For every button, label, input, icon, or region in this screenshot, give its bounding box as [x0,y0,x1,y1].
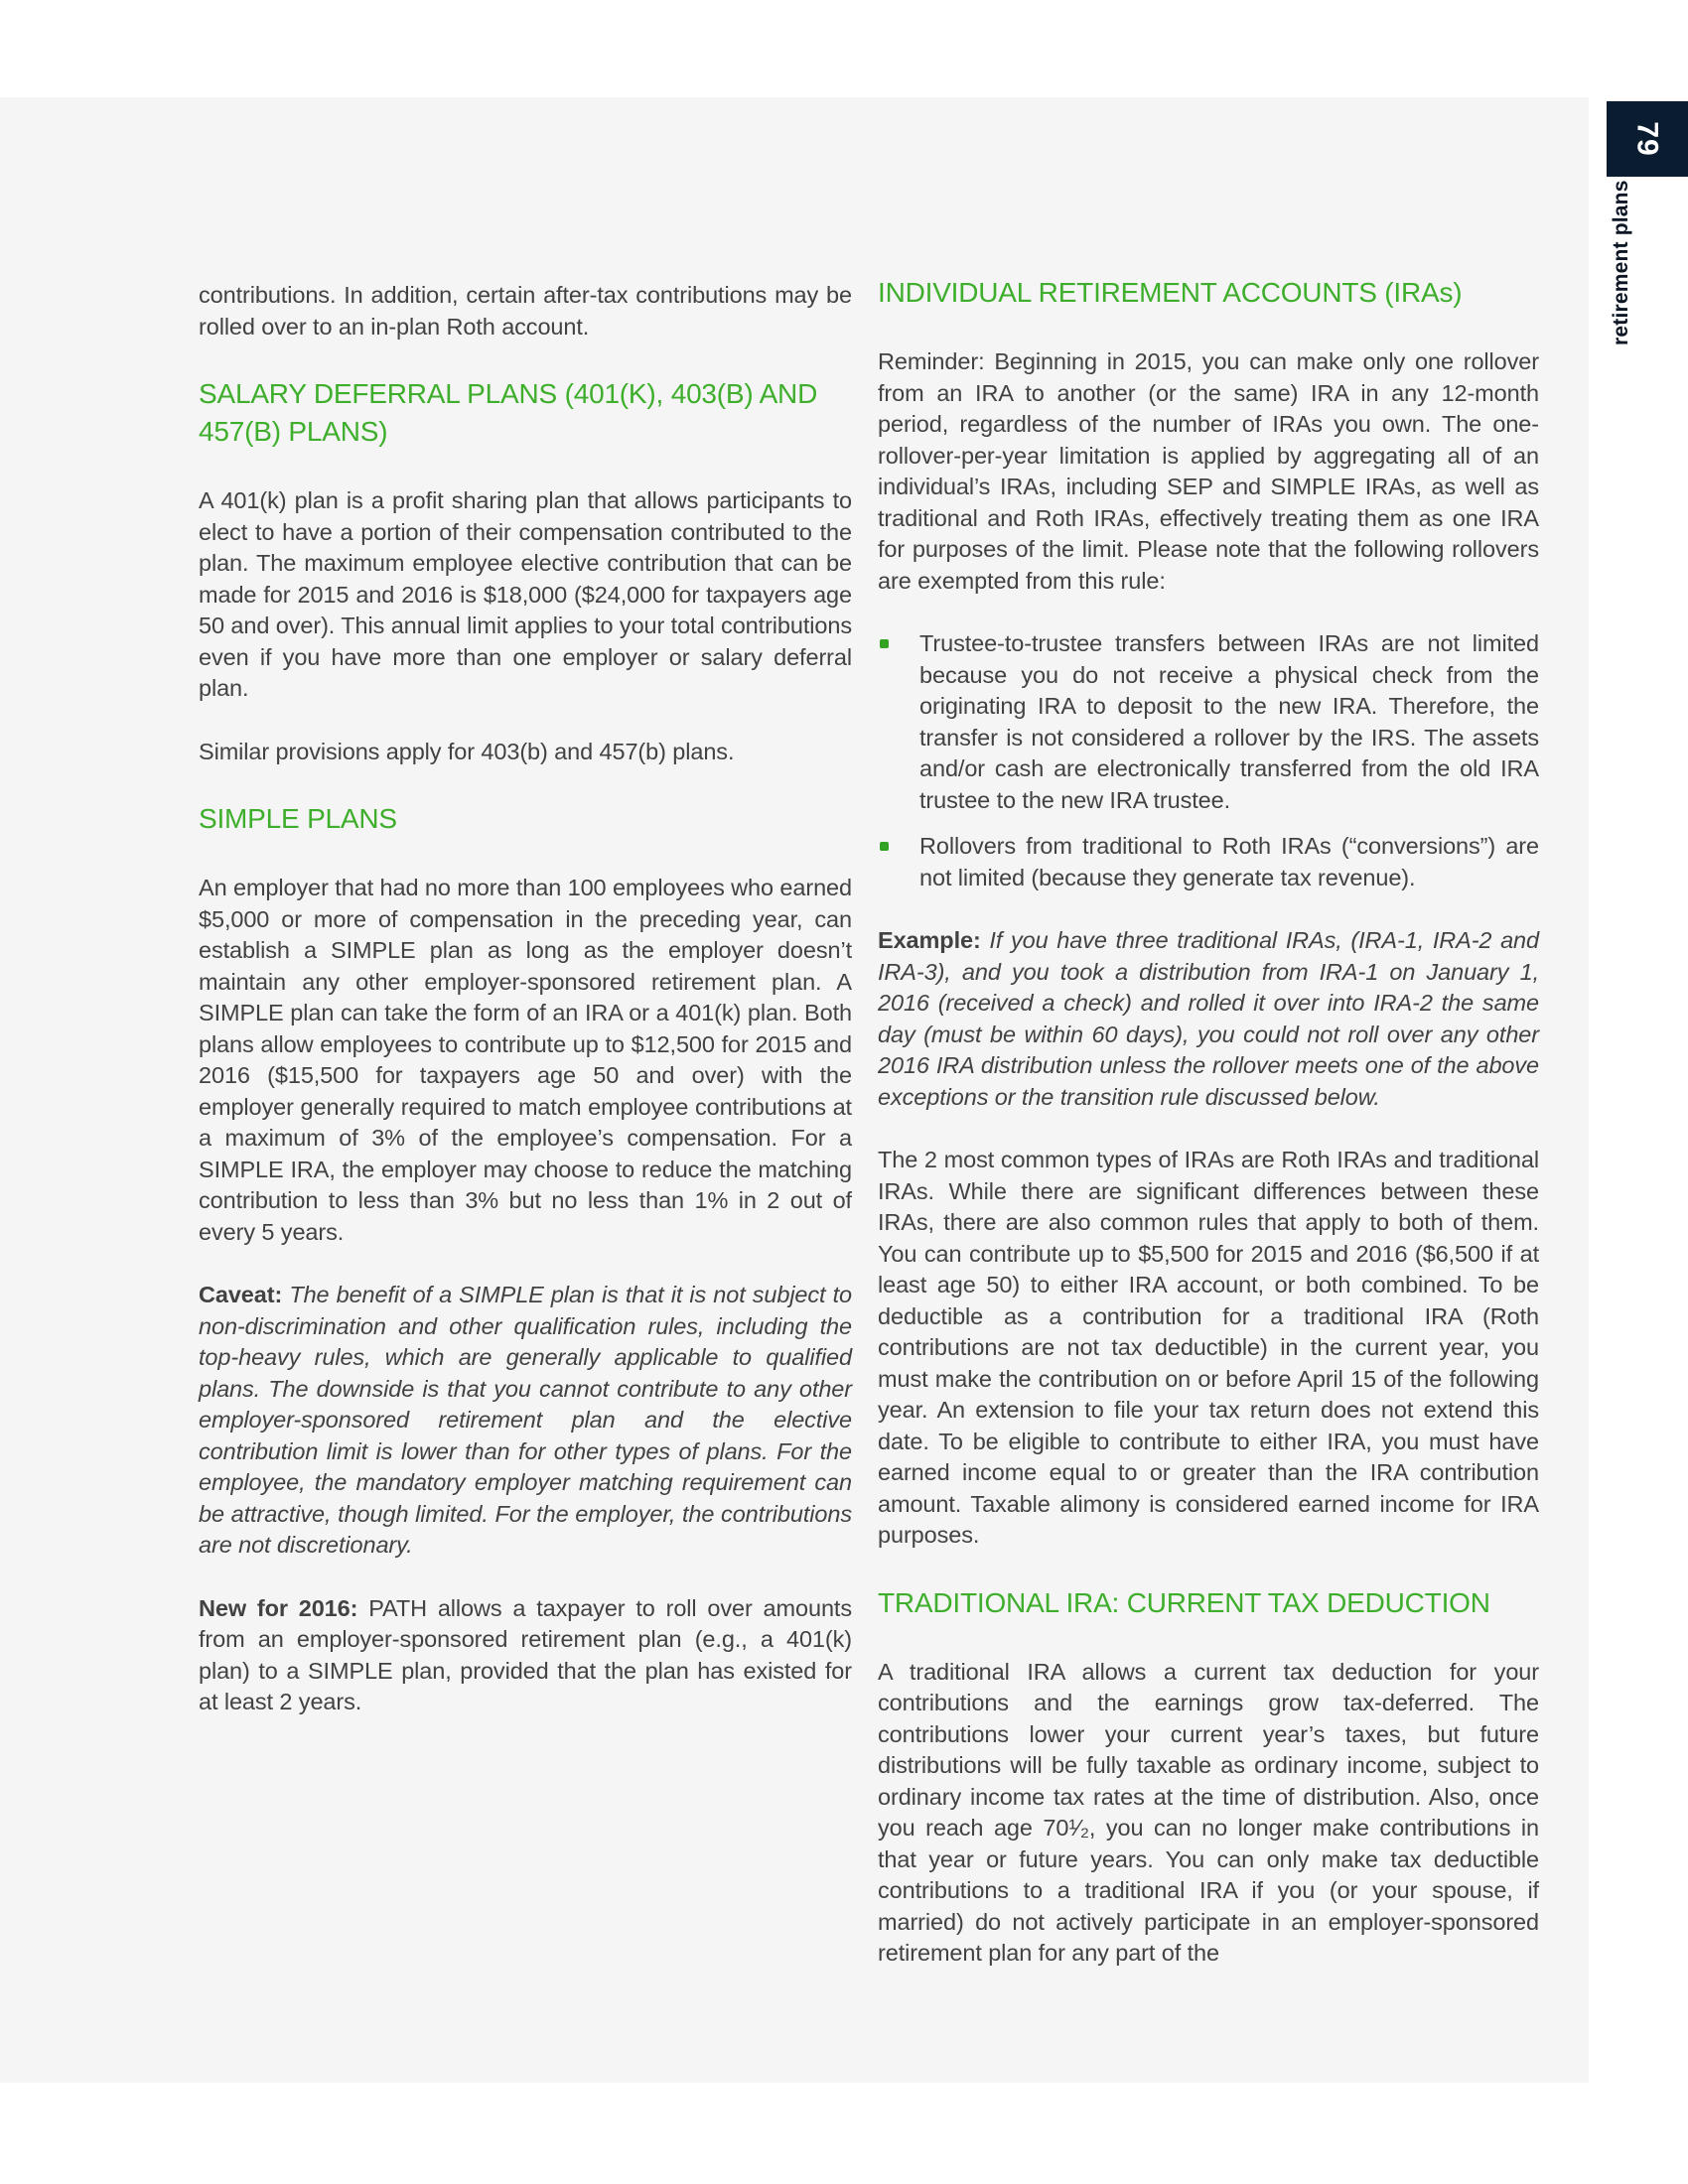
heading-individual-retirement-accounts: INDIVIDUAL RETIREMENT ACCOUNTS (IRAs) [878,277,1463,308]
paragraph-reminder: Reminder: Beginning in 2015, you can make only one rollover from an IRA to another (or the same) IRA in any 12-month period, regardless of the number of IRAs you own. The one-rollover-per-year limitation is applied by aggregating all of an individual’s IRAs, including SEP and SIMPLE IRAs, as well as traditional and Roth IRAs, effectively treating them as one IRA for purposes of the limit. Please note that the following rollovers are exempted from this rule: [878,348,1539,594]
example-text: If you have three traditional IRAs, (IRA-1, IRA-2 and IRA-3), and you took a distribution from IRA-1 on January 1, 2016 (received a check) and rolled it over into IRA-2 the same day (must be within 60 days), you could not roll over any other 2016 IRA distribution unless the rollover meets one of the above exceptions or the transition rule discussed below. [878,927,1539,1110]
heading-simple-plans: SIMPLE PLANS [199,803,397,834]
new-for-2016-label: New for 2016: [199,1594,358,1621]
bullet-icon [880,842,889,851]
paragraph-traditional-ira: A traditional IRA allows a current tax deduction for your contributions and the earnings grow tax-deferred. The contributions lower your current year’s taxes, but future distributions will be fully taxable as ordinary income, subject to ordinary income tax rates at the time of distribution. Also, once you reach age 70¹⁄₂, you can no longer make contributions in that year or future years. You can only make tax deductible contributions to a traditional IRA if you (or your spouse, if married) do not actively participate in an employer-sponsored retirement plan for any part of the [878,1658,1539,1966]
bullet-icon [880,639,889,648]
list-item [878,628,1539,816]
new-for-2016-text: PATH allows a taxpayer to roll over amounts from an employer-sponsored retirement plan (e.g., a 401(k) plan) to a SIMPLE plan, provided that the plan has existed for at least 2 years. [199,1594,852,1714]
paragraph-new-for-2016 [199,1593,852,1718]
list-item [878,831,1539,893]
paragraph-example [878,925,1539,1113]
page-number-tab [1607,101,1688,177]
left-column [199,280,852,1750]
list-item-text: Rollovers from traditional to Roth IRAs (“conversions”) are not limited (because they generate tax revenue). [919,833,1539,890]
example-label: Example: [878,927,981,953]
paragraph-similar-provisions: Similar provisions apply for 403(b) and 457(b) plans. [199,738,735,764]
caveat-label: Caveat: [199,1282,283,1307]
rollover-exceptions-list [878,628,1539,893]
right-column [878,274,1539,2001]
paragraph-simple-plans: An employer that had no more than 100 employees who earned $5,000 or more of compensation in the preceding year, can establish a SIMPLE plan as long as the employer doesn’t maintain any other employer-sponsored retirement plan. A SIMPLE plan can take the form of an IRA or a 401(k) plan. Both plans allow employees to contribute up to $12,500 for 2015 and 2016 ($15,500 for taxpayers age 50 and over) with the employer generally required to match employee contributions at a maximum of 3% of the employee’s compensation. For a SIMPLE IRA, the employer may choose to reduce the matching contribution to less than 3% but no less than 1% in 2 out of every 5 years. [199,875,852,1245]
intro-paragraph: contributions. In addition, certain after-tax contributions may be rolled over to an in-plan Roth account. [199,282,852,340]
heading-traditional-ira-deduction: TRADITIONAL IRA: CURRENT TAX DEDUCTION [878,1586,1490,1618]
heading-salary-deferral-plans: SALARY DEFERRAL PLANS (401(K), 403(B) AND 457(B) PLANS) [199,378,818,447]
list-item-text: Trustee-to-trustee transfers between IRAs are not limited because you do not receive a physical check from the originating IRA to deposit to the new IRA. Therefore, the transfer is not considered a rollover by the IRS. The assets and/or cash are electronically transferred from the old IRA trustee to the new IRA trustee. [919,630,1539,813]
paragraph-caveat [199,1280,852,1562]
caveat-text: The benefit of a SIMPLE plan is that it is not subject to non-discrimination and other qualification rules, including the top-heavy rules, which are generally applicable to qualified plans. The downside is that you cannot contribute to any other employer-sponsored retirement plan and the elective contribution limit is lower than for other types of plans. For the employee, the mandatory employer matching requirement can be attractive, though limited. For the employer, the contributions are not discretionary. [199,1282,852,1558]
paragraph-401k: A 401(k) plan is a profit sharing plan that allows participants to elect to have a portion of their compensation contributed to the plan. The maximum employee elective contribution that can be made for 2015 and 2016 is $18,000 ($24,000 for taxpayers age 50 and over). This annual limit applies to your total contributions even if you have more than one employer or salary deferral plan. [199,487,852,701]
paragraph-common-ira-rules: The 2 most common types of IRAs are Roth IRAs and traditional IRAs. While there are significant differences between these IRAs, there are also common rules that apply to both of them. You can contribute up to $5,500 for 2015 and 2016 ($6,500 if at least age 50) to either IRA account, or both combined. To be deductible as a contribution for a traditional IRA (Roth contributions are not tax deductible) in the current year, you must make the contribution on or before April 15 of the following year. An extension to file your tax return does not extend this date. To be eligible to contribute to either IRA, you must have earned income equal to or greater than the IRA contribution amount. Taxable alimony is considered earned income for IRA purposes. [878,1147,1539,1548]
section-label: retirement plans [1610,180,1632,345]
page-number: 79 [1631,121,1664,157]
